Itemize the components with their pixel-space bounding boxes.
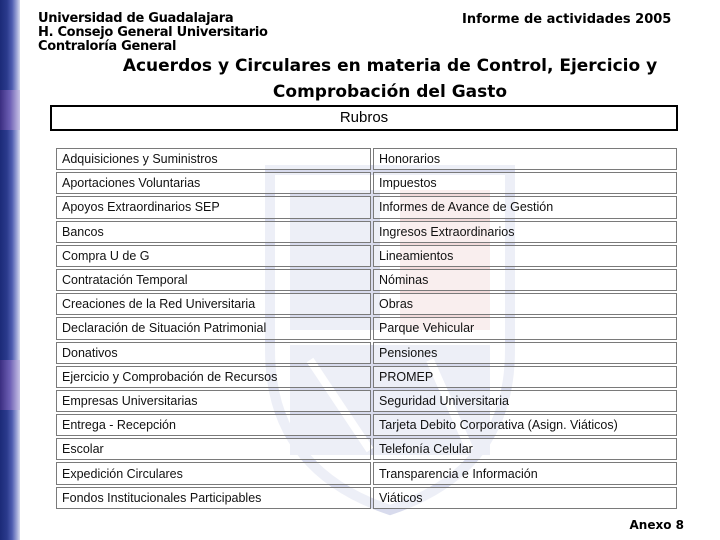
page-title: [100, 53, 680, 105]
table-row: [56, 342, 677, 364]
rubro-cell-left: Bancos: [56, 221, 371, 243]
rubro-cell-left: Escolar: [56, 438, 371, 460]
rubro-cell-left: Compra U de G: [56, 245, 371, 267]
header-university: Universidad de Guadalajara: [38, 11, 234, 26]
rubro-cell-left: Entrega - Recepción: [56, 414, 371, 436]
rubro-cell-left: Empresas Universitarias: [56, 390, 371, 412]
rubro-cell-right: Nóminas: [373, 269, 677, 291]
rubro-cell-right: PROMEP: [373, 366, 677, 388]
rubro-cell-right: Transparencia e Información: [373, 462, 677, 484]
header-comptroller: Contraloría General: [38, 39, 177, 54]
table-row: [56, 390, 677, 412]
table-row: [56, 366, 677, 388]
rubro-cell-left: Contratación Temporal: [56, 269, 371, 291]
table-row: [56, 462, 677, 484]
rubros-table: [54, 146, 679, 511]
strip-band: [0, 360, 20, 410]
table-row: [56, 148, 677, 170]
strip-band: [0, 90, 20, 130]
rubro-cell-left: Aportaciones Voluntarias: [56, 172, 371, 194]
rubro-cell-right: Parque Vehicular: [373, 317, 677, 339]
rubros-header: Rubros: [50, 105, 678, 131]
rubro-cell-right: Tarjeta Debito Corporativa (Asign. Viáticos): [373, 414, 677, 436]
rubro-cell-left: Adquisiciones y Suministros: [56, 148, 371, 170]
table-row: [56, 172, 677, 194]
rubro-cell-left: Declaración de Situación Patrimonial: [56, 317, 371, 339]
rubro-cell-right: Viáticos: [373, 487, 677, 509]
rubro-cell-right: Pensiones: [373, 342, 677, 364]
rubro-cell-left: Donativos: [56, 342, 371, 364]
table-row: [56, 269, 677, 291]
table-row: [56, 438, 677, 460]
table-row: [56, 245, 677, 267]
table-row: [56, 317, 677, 339]
rubro-cell-left: Apoyos Extraordinarios SEP: [56, 196, 371, 218]
table-row: [56, 487, 677, 509]
rubro-cell-right: Informes de Avance de Gestión: [373, 196, 677, 218]
rubro-cell-left: Creaciones de la Red Universitaria: [56, 293, 371, 315]
rubro-cell-right: Ingresos Extraordinarios: [373, 221, 677, 243]
rubro-cell-right: Lineamientos: [373, 245, 677, 267]
rubro-cell-right: Honorarios: [373, 148, 677, 170]
header-report-title: Informe de actividades 2005: [462, 12, 672, 27]
rubro-cell-left: Ejercicio y Comprobación de Recursos: [56, 366, 371, 388]
rubro-cell-left: Fondos Institucionales Participables: [56, 487, 371, 509]
rubro-cell-left: Expedición Circulares: [56, 462, 371, 484]
table-row: [56, 221, 677, 243]
table-row: [56, 414, 677, 436]
left-decorative-strip: [0, 0, 20, 540]
page-title-line1: Acuerdos y Circulares en materia de Control, Ejercicio y: [122, 56, 658, 76]
table-row: [56, 196, 677, 218]
header-council: H. Consejo General Universitario: [38, 25, 268, 40]
table-row: [56, 293, 677, 315]
annex-label: Anexo 8: [629, 518, 684, 532]
rubro-cell-right: Seguridad Universitaria: [373, 390, 677, 412]
page-title-line2: Comprobación del Gasto: [272, 82, 508, 102]
rubro-cell-right: Impuestos: [373, 172, 677, 194]
rubro-cell-right: Telefonía Celular: [373, 438, 677, 460]
rubro-cell-right: Obras: [373, 293, 677, 315]
